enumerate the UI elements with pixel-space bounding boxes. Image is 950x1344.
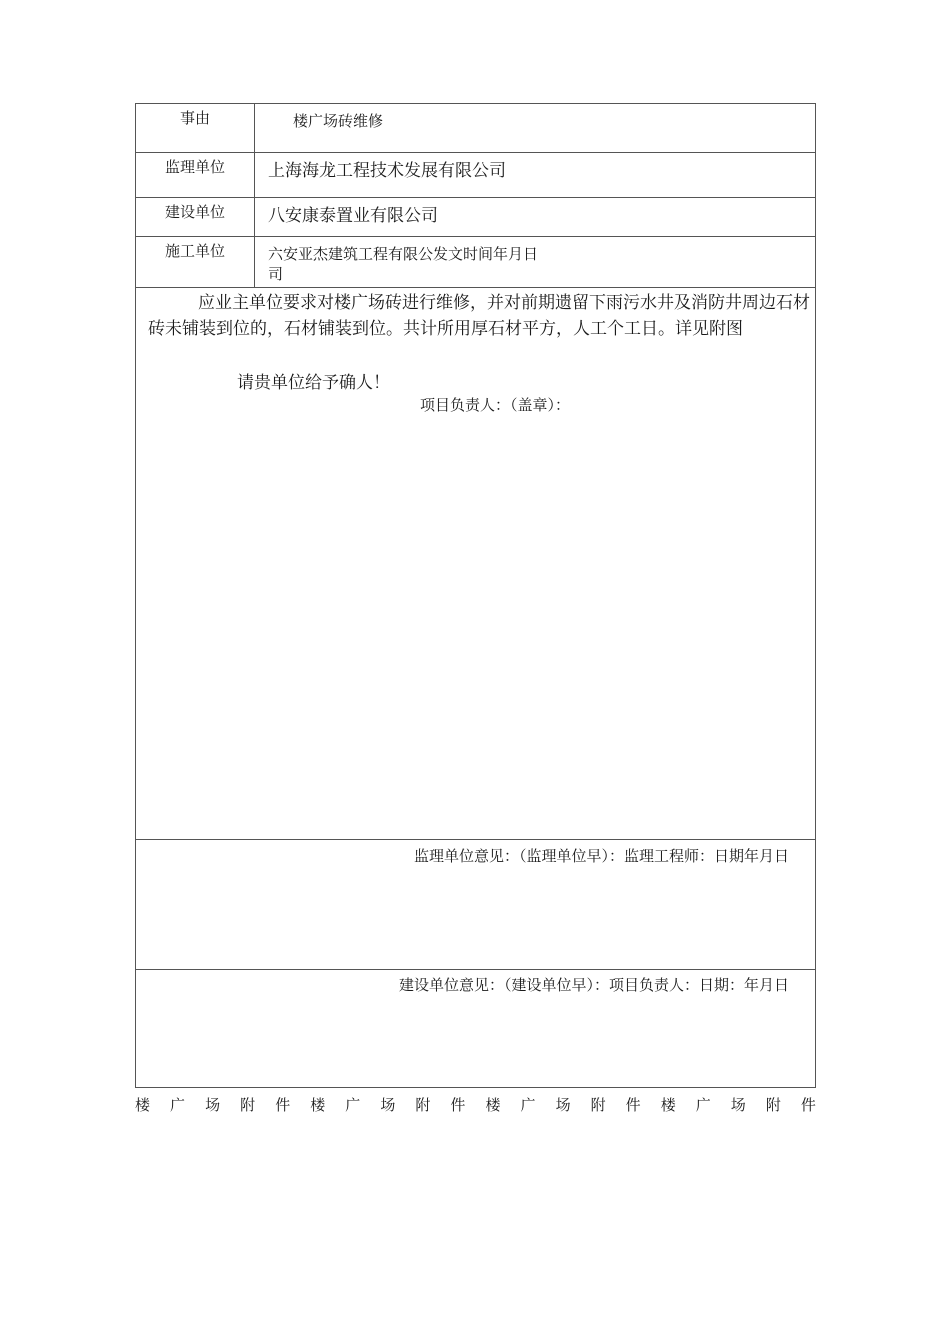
- footer-char: 场: [205, 1096, 221, 1114]
- supervisor-opinion-section: [136, 840, 815, 970]
- owner-opinion-text: 建设单位意见：（建设单位早）：项目负责人：日期：年月日: [398, 976, 789, 994]
- footer-char: 件: [625, 1096, 641, 1114]
- contractor-unit-line1: 六安亚杰建筑工程有限公发文时间年月日: [268, 245, 539, 263]
- footer-char: 件: [800, 1096, 816, 1114]
- footer-char: 附: [240, 1096, 256, 1114]
- attachment-footer: [135, 1094, 816, 1115]
- row-supervisor-unit: [136, 153, 815, 198]
- row-contractor-unit: [136, 237, 815, 288]
- footer-char: 广: [170, 1096, 186, 1114]
- subject-label: 事由: [136, 104, 255, 152]
- supervisor-unit-value: 上海海龙工程技术发展有限公司: [268, 161, 506, 181]
- footer-char: 场: [730, 1096, 746, 1114]
- footer-char: 附: [765, 1096, 781, 1114]
- owner-unit-value: 八安康泰置业有限公司: [268, 206, 438, 226]
- footer-char: 楼: [485, 1096, 501, 1114]
- footer-char: 广: [520, 1096, 536, 1114]
- footer-char: 楼: [135, 1096, 151, 1114]
- subject-value: 楼广场砖维修: [293, 112, 384, 130]
- owner-unit-label: 建设单位: [136, 198, 255, 236]
- owner-opinion-section: [136, 970, 815, 1087]
- contractor-unit-label: 施工单位: [136, 237, 255, 287]
- supervisor-unit-label: 监理单位: [136, 153, 255, 197]
- footer-char: 场: [555, 1096, 571, 1114]
- footer-char: 场: [380, 1096, 396, 1114]
- footer-char: 件: [275, 1096, 291, 1114]
- footer-char: 附: [590, 1096, 606, 1114]
- repair-form-table: [135, 103, 816, 1088]
- row-subject: [136, 104, 815, 153]
- request-line: 请贵单位给予确人！: [237, 373, 390, 393]
- body-paragraph: 应业主单位要求对楼广场砖进行维修，并对前期遗留下雨污水井及消防井周边石材砖未铺装到位的，石材铺装到位。共计所用厚石材平方，人工个工日。详见附图: [148, 293, 810, 339]
- footer-char: 楼: [660, 1096, 676, 1114]
- footer-char: 广: [345, 1096, 361, 1114]
- footer-char: 广: [695, 1096, 711, 1114]
- footer-char: 附: [415, 1096, 431, 1114]
- contractor-unit-value: [255, 237, 815, 287]
- project-leader-signature: 项目负责人：（盖章）：: [420, 396, 571, 414]
- footer-char: 件: [450, 1096, 466, 1114]
- contractor-unit-line2: 司: [268, 265, 284, 283]
- row-owner-unit: [136, 198, 815, 237]
- footer-char: 楼: [310, 1096, 326, 1114]
- supervisor-opinion-text: 监理单位意见：（监理单位早）：监理工程师：日期年月日: [413, 847, 789, 865]
- request-body: [136, 288, 815, 840]
